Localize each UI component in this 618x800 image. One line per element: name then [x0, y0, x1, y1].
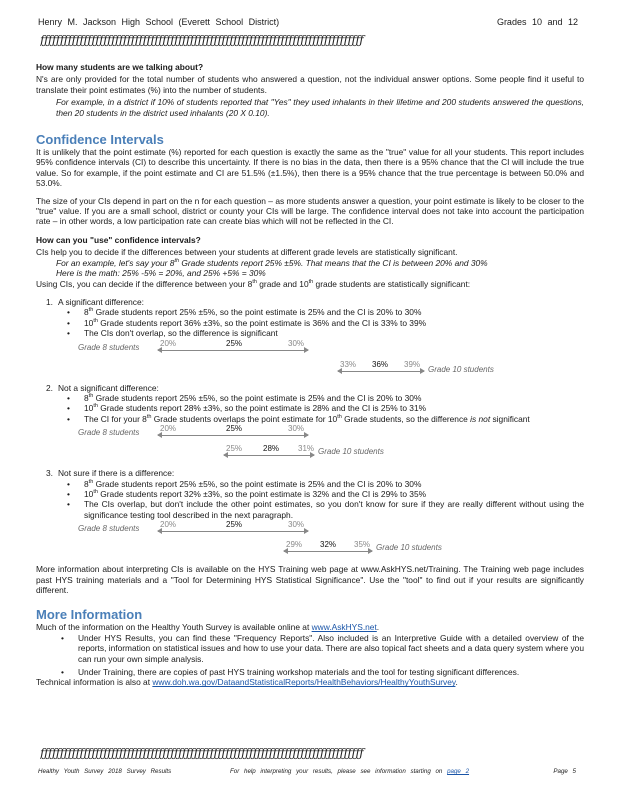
ci-paragraph-1: It is unlikely that the point estimate (%) reported for each question is exactly the same as the "true" value for all your students. This report includes 95% confidence intervals (CI) to describe this uncertainty. If there is no bias in the data, then there is a 95% chance that the CI will include the true value. So for example, if the point estimate and CI are 51.5% (±1.5%), then there is a 95% chance that the true percentage is between 50.0% and 53.0%.	[36, 147, 584, 189]
list-item: • Under Training, there are copies of past HYS training workshop materials and the tool for testing significant differences.	[78, 667, 584, 677]
more-info-title: More Information	[36, 607, 143, 623]
header-grades: Grades 10 and 12	[496, 17, 578, 27]
page-2-link[interactable]: page 2	[447, 768, 470, 775]
case-not-sure: 3. Not sure if there is a difference: • 8th Grade students report 25% ±5%, so the point estimate is 25% and the CI is 20% to 30% • 10th Grade students report 32% ±3%, so the point estimate is 32% and the CI is 29% to 35% • The CIs overlap, but don't include the other point estimates, so you don't know for sure if they are really different without using the significance testing tool described in the next paragraph.	[58, 468, 584, 520]
footer-page-number: Page 5	[553, 768, 576, 775]
ci-example-1: For an example, let's say your 8th Grade students report 25% ±5%. That means that the CI is between 20% and 30%	[56, 257, 488, 268]
list-item: • The CI for your 8th Grade students overlaps the point estimate for 10th Grade students, so the difference is not significant	[84, 414, 584, 424]
list-item: • 10th Grade students report 32% ±3%, so the point estimate is 32% and the CI is 29% to 35%	[84, 489, 584, 499]
ci-example-2: Here is the math: 25% -5% = 20%, and 25% +5% = 30%	[56, 268, 266, 279]
doh-link[interactable]: www.doh.wa.gov/DataandStatisticalReports/HealthBehaviors/HealthyYouthSurvey	[152, 677, 456, 688]
footer-center: For help interpreting your results, please see information starting on page 2	[230, 768, 470, 775]
list-item: • 8th Grade students report 25% ±5%, so the point estimate is 25% and the CI is 20% to 30%	[84, 307, 584, 317]
students-heading: How many students are we talking about?	[36, 62, 204, 72]
header-school: Henry M. Jackson High School (Everett School District)	[38, 17, 280, 27]
footer-left: Healthy Youth Survey 2018 Survey Results	[38, 768, 172, 775]
askhys-link[interactable]: www.AskHYS.net	[311, 622, 377, 633]
grade8-ci-arrow	[158, 350, 308, 351]
ci-diagram-significant: Grade 8 students 20% 25% 30% 33% 36% 39% Grade 10 students	[78, 338, 494, 374]
ci-title: Confidence Intervals	[36, 132, 164, 148]
ci-diagram-not-sure: Grade 8 students 20% 25% 30% 29% 32% 35% Grade 10 students	[78, 520, 442, 553]
ci-use-heading: How can you "use" confidence intervals?	[36, 234, 201, 245]
list-item: • Under HYS Results, you can find these "Frequency Reports". Also included is an Interpretive Guide with a detailed overview of the reports, information on statistical issues and how to use your data. There are also topical fact sheets and a data query system where you can run your own simple analysis.	[78, 633, 584, 664]
case-significant: 1. A significant difference: • 8th Grade students report 25% ±5%, so the point estimate is 25% and the CI is 20% to 30% • 10th Grade students report 36% ±3%, so the point estimate is 36% and the CI is 33% to 39% • The CIs don't overlap, so the difference is significant	[58, 297, 584, 339]
grade10-ci-arrow	[224, 455, 314, 456]
grade10-ci-arrow	[284, 551, 372, 552]
grade8-ci-arrow	[158, 435, 308, 436]
technical-info: Technical information is also at www.doh.wa.gov/DataandStatisticalReports/HealthBehaviors/HealthyYouthSurvey.	[36, 677, 458, 688]
list-item: • 8th Grade students report 25% ±5%, so the point estimate is 25% and the CI is 20% to 30%	[84, 479, 584, 489]
more-info-intro: Much of the information on the Healthy Youth Survey is available online at www.AskHYS.net.	[36, 622, 380, 633]
list-item: • 8th Grade students report 25% ±5%, so the point estimate is 25% and the CI is 20% to 30%	[84, 393, 584, 403]
list-item: • 10th Grade students report 28% ±3%, so the point estimate is 28% and the CI is 25% to 31%	[84, 403, 584, 413]
students-text: N's are only provided for the total number of students who answered a question, not the individual answer options. Some people find it useful to translate their point estimates (%) into the number of students.	[36, 74, 584, 95]
ci-using-text: Using CIs, you can decide if the difference between your 8th grade and 10th grade students are statistically significant:	[36, 278, 471, 289]
grade10-ci-arrow	[338, 371, 424, 372]
list-item: • 10th Grade students report 36% ±3%, so the point estimate is 36% and the CI is 33% to 39%	[84, 318, 584, 328]
students-example: For example, in a district if 10% of students reported that "Yes" they used inhalants in their lifetime and 200 students answered the questions, then 20 students in the district used inhalants (20 X 0.10).	[56, 97, 584, 118]
list-item: • The CIs overlap, but don't include the other point estimates, so you don't know for sure if they are really different without using the significance testing tool described in the next paragraph.	[84, 499, 584, 520]
decorative-divider-top: ƒƒƒƒƒƒƒƒƒƒƒƒƒƒƒƒƒƒƒƒƒƒƒƒƒƒƒƒƒƒƒƒƒƒƒƒƒƒƒƒƒƒƒƒƒƒƒƒƒƒƒƒƒƒƒƒƒƒƒƒƒƒƒƒƒƒƒƒƒƒƒƒƒƒƒƒƒƒƒƒƒƒ	[40, 33, 364, 47]
list-item: • The CIs don't overlap, so the difference is significant	[84, 328, 584, 338]
ci-paragraph-2: The size of your CIs depend in part on the n for each question – as more students answer a question, your point estimate is likely to be closer to the "true" value. If you are a small school, district or county your CIs will be large. The confidence interval does not take into account the participation rate – in other words, a low participation rate can create bias which will not be reflected in the CI.	[36, 195, 584, 227]
ci-diagram-not-significant: Grade 8 students 20% 25% 30% 25% 28% 31% Grade 10 students	[78, 424, 384, 457]
case-not-significant: 2. Not a significant difference: • 8th Grade students report 25% ±5%, so the point estimate is 25% and the CI is 20% to 30% • 10th Grade students report 28% ±3%, so the point estimate is 28% and the CI is 25% to 31% • The CI for your 8th Grade students overlaps the point estimate for 10th Grade students, so the difference is not significant	[58, 383, 584, 425]
ci-use-text: CIs help you to decide if the differences between your students at different grade levels are statistically significant.	[36, 247, 458, 258]
page-body	[36, 62, 584, 688]
decorative-divider-bottom: ƒƒƒƒƒƒƒƒƒƒƒƒƒƒƒƒƒƒƒƒƒƒƒƒƒƒƒƒƒƒƒƒƒƒƒƒƒƒƒƒƒƒƒƒƒƒƒƒƒƒƒƒƒƒƒƒƒƒƒƒƒƒƒƒƒƒƒƒƒƒƒƒƒƒƒƒƒƒƒƒƒƒ	[40, 746, 364, 760]
grade8-ci-arrow	[158, 531, 308, 532]
ci-more-info: More information about interpreting CIs is available on the HYS Training web page at www.AskHYS.net/Training. The Training web page includes past HYS training materials and a "Tool for Determining HYS Statistical Significance". Use the "tool" to find out if your results are significantly different.	[36, 564, 584, 595]
